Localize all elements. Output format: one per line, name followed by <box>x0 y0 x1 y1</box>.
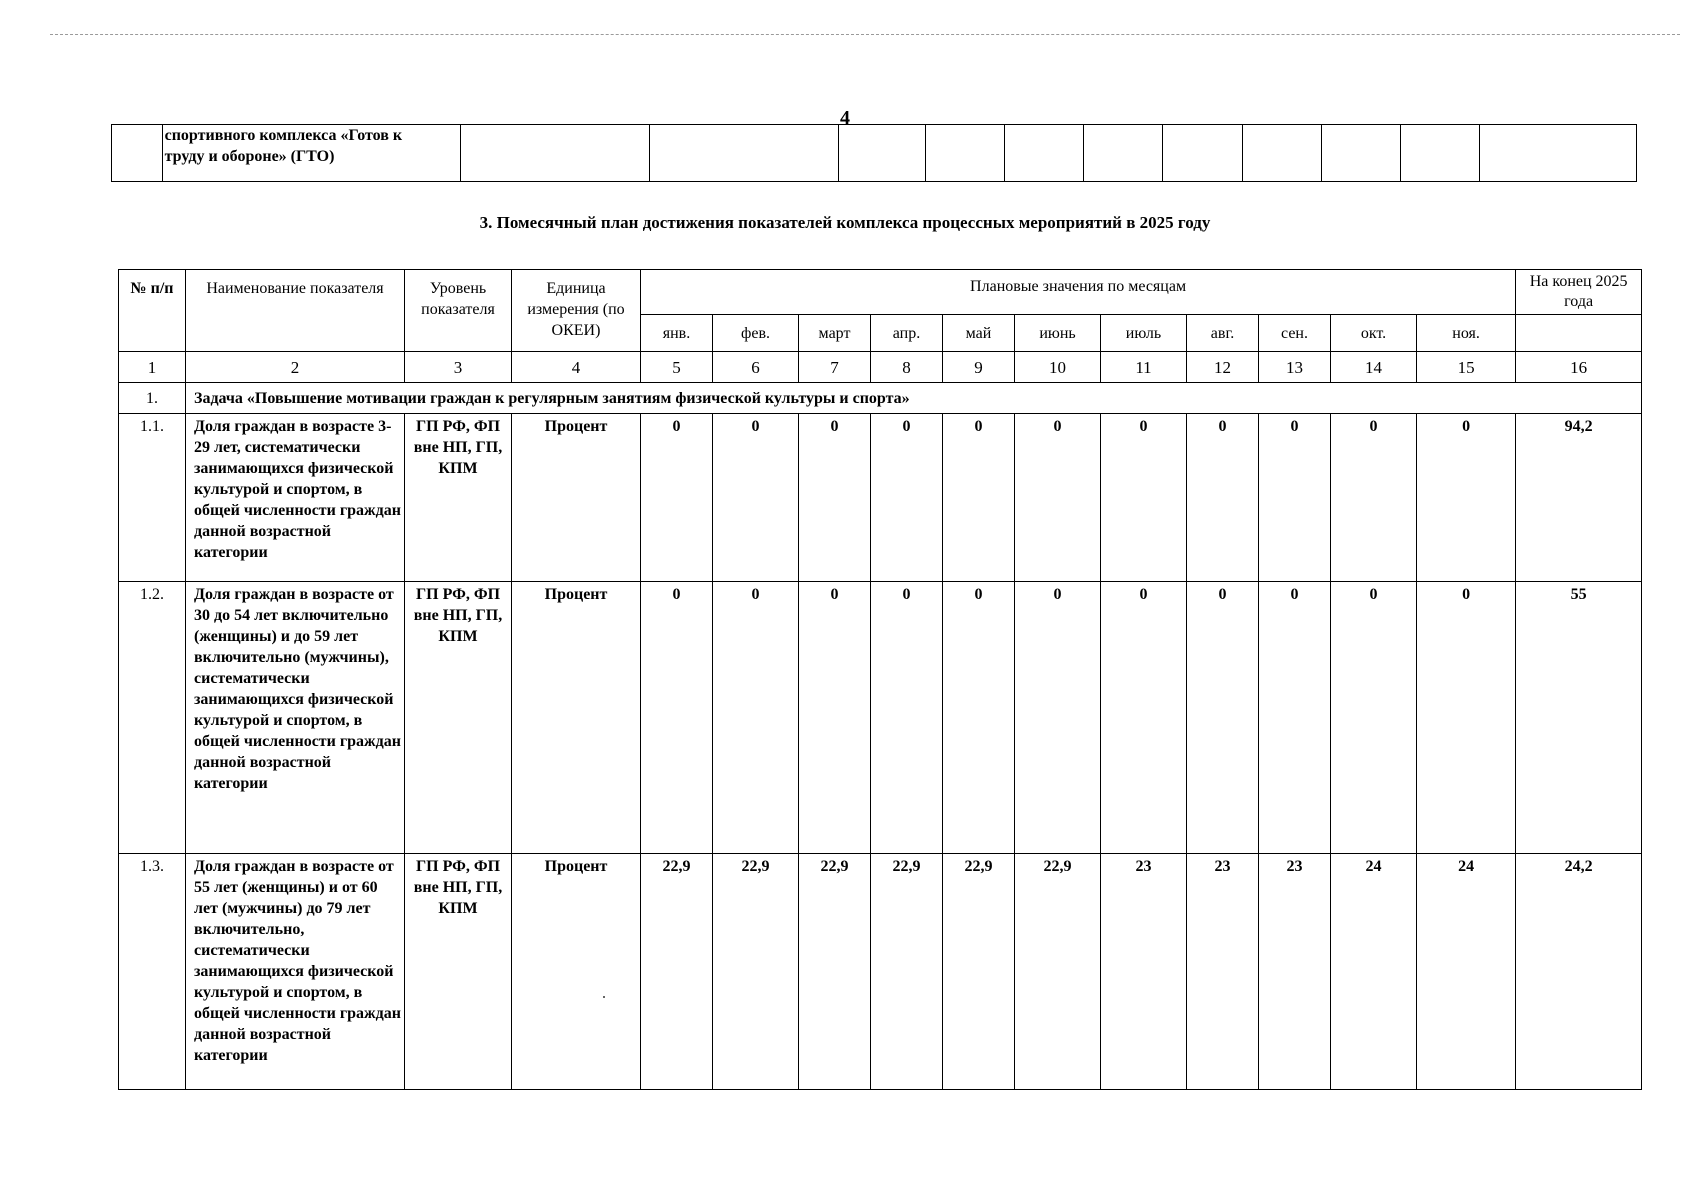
col-number: 10 <box>1015 352 1101 383</box>
indicator-name: Доля граждан в возрасте от 55 лет (женщины) и от 60 лет (мужчины) до 79 лет включительно, систематически занимающихся физической культурой и спортом, в общей численности граждан данной возрастной категории <box>186 854 405 1090</box>
section-title: 3. Помесячный план достижения показателей комплекса процессных мероприятий в 2025 году <box>479 213 1211 232</box>
month-value: 22,9 <box>943 854 1015 1090</box>
month-jan: янв. <box>641 315 713 352</box>
month-value: 0 <box>1331 582 1417 854</box>
month-value: 0 <box>871 582 943 854</box>
month-feb: фев. <box>713 315 799 352</box>
page-number: 4 <box>840 107 850 129</box>
header-name: Наименование показателя <box>186 270 405 352</box>
table-row <box>119 854 1642 1090</box>
col-number: 5 <box>641 352 713 383</box>
month-jul: июль <box>1101 315 1187 352</box>
header-unit: Единица измерения (по ОКЕИ) <box>512 270 641 352</box>
table-row <box>119 582 1642 854</box>
continued-table <box>111 124 1637 182</box>
col-number: 8 <box>871 352 943 383</box>
indicator-level: ГП РФ, ФП вне НП, ГП, КПМ <box>405 414 512 582</box>
month-jun: июнь <box>1015 315 1101 352</box>
month-value: 24 <box>1331 854 1417 1090</box>
col-number: 2 <box>186 352 405 383</box>
month-value: 0 <box>1187 582 1259 854</box>
task-number: 1. <box>119 383 186 414</box>
indicator-unit: Процент <box>512 582 641 854</box>
col-number: 4 <box>512 352 641 383</box>
month-sep: сен. <box>1259 315 1331 352</box>
month-value: 0 <box>871 414 943 582</box>
continued-indicator-name: спортивного комплекса «Готов к труду и обороне» (ГТО) <box>162 125 460 182</box>
month-value: 0 <box>1259 582 1331 854</box>
month-value: 22,9 <box>713 854 799 1090</box>
col-number: 15 <box>1417 352 1516 383</box>
col-number: 3 <box>405 352 512 383</box>
month-mar: март <box>799 315 871 352</box>
task-row <box>119 383 1642 414</box>
month-value: 24 <box>1417 854 1516 1090</box>
month-apr: апр. <box>871 315 943 352</box>
month-value: 0 <box>1101 414 1187 582</box>
table-row <box>119 414 1642 582</box>
month-value: 0 <box>1417 414 1516 582</box>
header-row-1 <box>119 270 1642 315</box>
month-value: 0 <box>1187 414 1259 582</box>
scan-artifact-line <box>50 34 1680 35</box>
column-numbers-row <box>119 352 1642 383</box>
month-value: 0 <box>1101 582 1187 854</box>
col-number: 9 <box>943 352 1015 383</box>
month-value: 0 <box>799 414 871 582</box>
indicator-number: 1.2. <box>119 582 186 854</box>
col-number: 16 <box>1516 352 1642 383</box>
scan-speck <box>603 996 605 998</box>
month-oct: окт. <box>1331 315 1417 352</box>
indicator-unit: Процент <box>512 414 641 582</box>
header-level: Уровень показателя <box>405 270 512 352</box>
indicator-level: ГП РФ, ФП вне НП, ГП, КПМ <box>405 582 512 854</box>
month-value: 0 <box>943 414 1015 582</box>
month-value: 0 <box>713 582 799 854</box>
col-number: 7 <box>799 352 871 383</box>
month-value: 23 <box>1259 854 1331 1090</box>
month-value: 22,9 <box>1015 854 1101 1090</box>
month-nov: ноя. <box>1417 315 1516 352</box>
year-end-value: 55 <box>1516 582 1642 854</box>
month-value: 0 <box>713 414 799 582</box>
month-value: 0 <box>799 582 871 854</box>
indicator-name: Доля граждан в возрасте от 30 до 54 лет включительно (женщины) и до 59 лет включительно (мужчины), систематически занимающихся физической культурой и спортом, в общей численности граждан данной возрастной категории <box>186 582 405 854</box>
month-value: 0 <box>1015 582 1101 854</box>
month-value: 0 <box>1417 582 1516 854</box>
col-number: 13 <box>1259 352 1331 383</box>
header-num: № п/п <box>119 270 186 352</box>
indicator-number: 1.3. <box>119 854 186 1090</box>
month-value: 0 <box>943 582 1015 854</box>
month-value: 23 <box>1101 854 1187 1090</box>
month-value: 0 <box>1331 414 1417 582</box>
indicator-number: 1.1. <box>119 414 186 582</box>
col-number: 12 <box>1187 352 1259 383</box>
task-text: Задача «Повышение мотивации граждан к регулярным занятиям физической культуры и спорта» <box>186 383 1642 414</box>
year-end-value: 24,2 <box>1516 854 1642 1090</box>
indicator-name: Доля граждан в возрасте 3-29 лет, систематически занимающихся физической культурой и спортом, в общей численности граждан данной возрастной категории <box>186 414 405 582</box>
month-value: 0 <box>641 414 713 582</box>
month-value: 22,9 <box>641 854 713 1090</box>
month-value: 0 <box>1015 414 1101 582</box>
col-number: 11 <box>1101 352 1187 383</box>
col-number: 14 <box>1331 352 1417 383</box>
col-number: 6 <box>713 352 799 383</box>
month-may: май <box>943 315 1015 352</box>
month-aug: авг. <box>1187 315 1259 352</box>
header-planned: Плановые значения по месяцам <box>641 270 1516 315</box>
monthly-plan-table <box>118 269 1642 1090</box>
indicator-unit: Процент <box>512 854 641 1090</box>
month-value: 22,9 <box>799 854 871 1090</box>
indicator-level: ГП РФ, ФП вне НП, ГП, КПМ <box>405 854 512 1090</box>
header-end: На конец 2025 года <box>1516 270 1642 315</box>
month-value: 23 <box>1187 854 1259 1090</box>
continued-row <box>112 125 1637 182</box>
month-value: 0 <box>1259 414 1331 582</box>
col-number: 1 <box>119 352 186 383</box>
month-value: 22,9 <box>871 854 943 1090</box>
month-value: 0 <box>641 582 713 854</box>
year-end-value: 94,2 <box>1516 414 1642 582</box>
